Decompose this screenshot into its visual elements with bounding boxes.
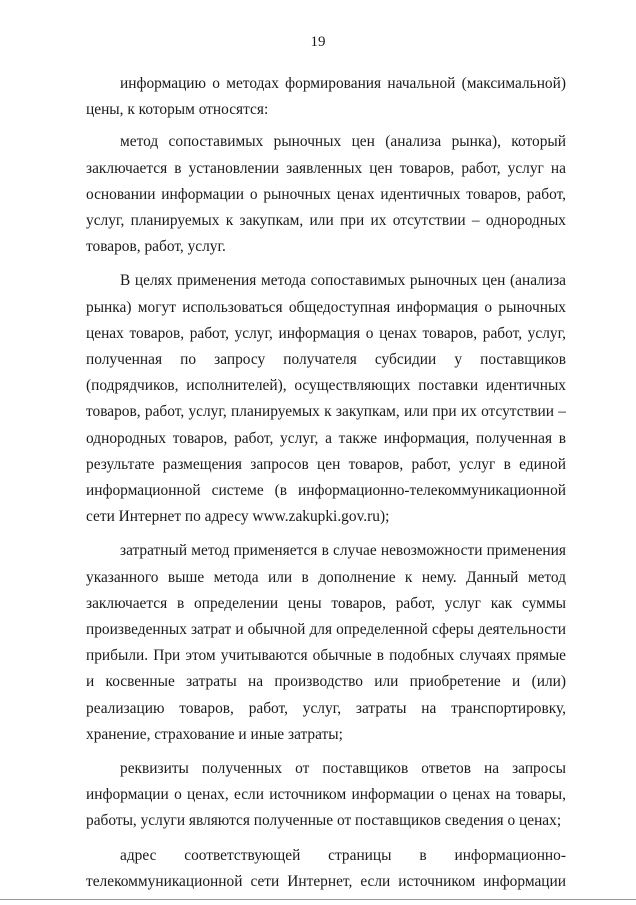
paragraph-internet-address: адрес соответствующей страницы в информационно-телекоммуникационной сети Интернет, если источником информации <box>86 846 566 890</box>
paragraph-market-analysis-sources: В целях применения метода сопоставимых рыночных цен (анализа рынка) могут использоваться общедоступная информация о рыночных ценах товаров, работ, услуг, информация о ценах товаров, работ, услуг, полученная по запросу получателя субсидии у поставщиков (подрядчиков, исполнителей), осуществляющих поставки идентичных товаров, работ, услуг, планируемых к закупкам, или при их отсутствии – однородных товаров, работ, услуг, а также информация, полученная в результате размещения запросов цен товаров, работ, услуг в единой информационной системе (в информационно-телекоммуникационной сети Интернет по адресу www.zakupki.gov.ru); <box>86 272 566 526</box>
document-body <box>86 71 566 895</box>
page-bottom-edge <box>0 899 636 900</box>
page-number: 19 <box>310 34 326 50</box>
paragraph-market-price-method: метод сопоставимых рыночных цен (анализа рынка), который заключается в установлении заявленных цен товаров, работ, услуг на основании информации о рыночных ценах идентичных товаров, работ, услуг, планируемых к закупкам, или при их отсутствии – однородных товаров, работ, услуг. <box>86 133 566 256</box>
paragraph-supplier-replies: реквизиты полученных от поставщиков ответов на запросы информации о ценах, если источником информации о ценах на товары, работы, услуги являются полученные от поставщиков сведения о ценах; <box>86 760 566 830</box>
paragraph-methods-info: информацию о методах формирования начальной (максимальной) цены, к которым относятся: <box>86 75 566 119</box>
paragraph-cost-method: затратный метод применяется в случае невозможности применения указанного выше метода или в дополнение к нему. Данный метод заключается в определении цены товаров, работ, услуг как суммы произведенных затрат и обычной для определенной сферы деятельности прибыли. При этом учитываются обычные в подобных случаях прямые и косвенные затраты на производство или приобретение и (или) реализацию товаров, работ, услуг, затраты на транспортировку, хранение, страхование и иные затраты; <box>86 542 566 743</box>
